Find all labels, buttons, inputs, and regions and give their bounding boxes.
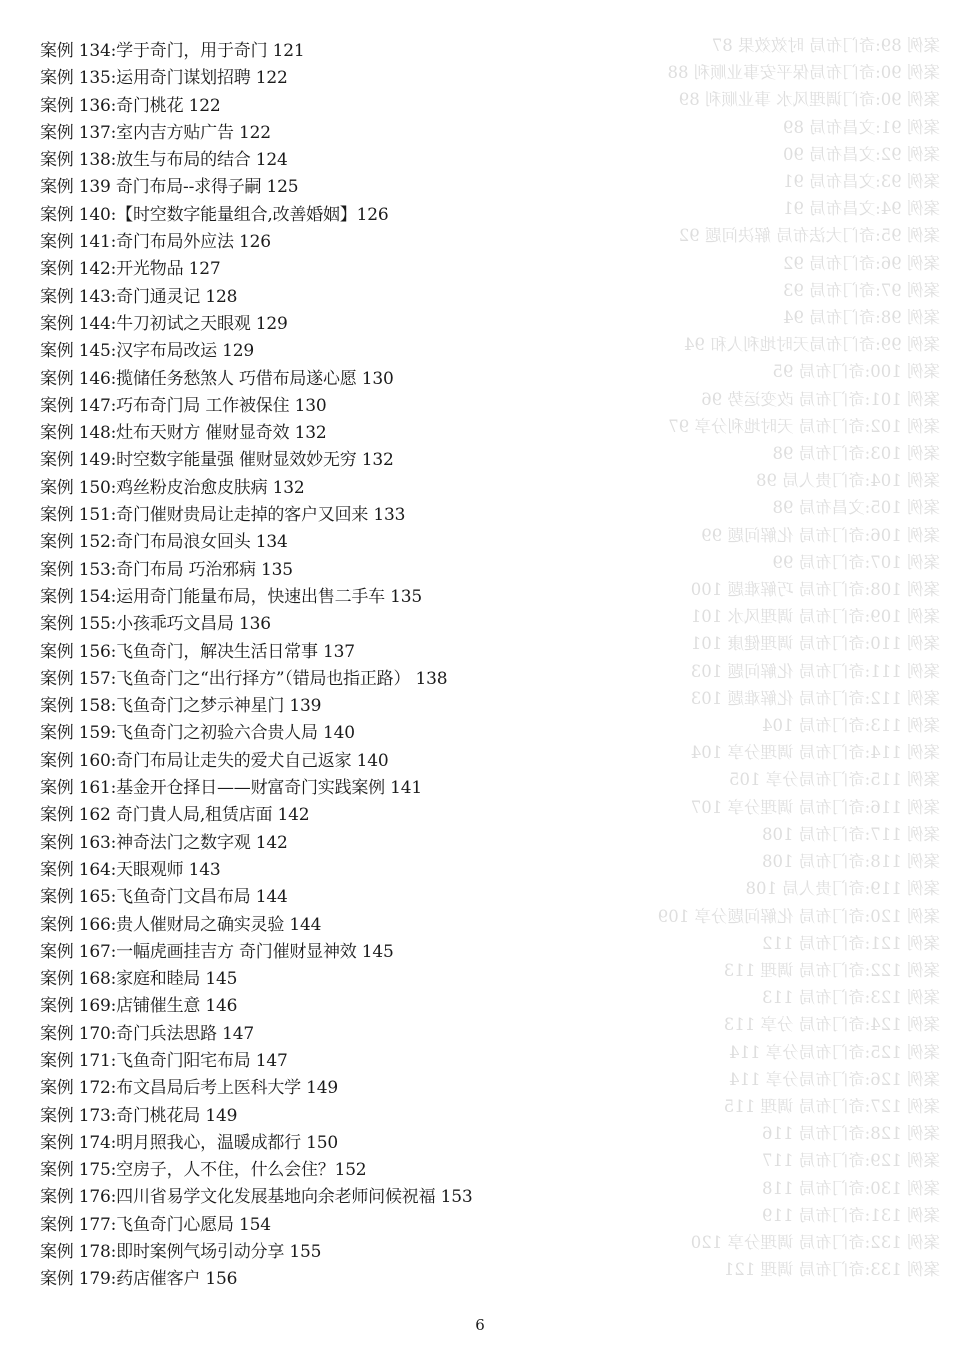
bleed-through-line: 案例 130:奇门布局 118 <box>761 1178 940 1198</box>
bleed-through-line: 案例 122:奇门布局 调理 113 <box>723 960 940 980</box>
toc-entry: 案例 164:天眼观师 143 <box>40 859 221 880</box>
toc-entry: 案例 168:家庭和睦局 145 <box>40 969 238 990</box>
toc-entry: 案例 151:奇门催财贵局让走掉的客户又回来 133 <box>40 505 406 526</box>
toc-entry: 案例 143:奇门通灵记 128 <box>40 286 238 307</box>
toc-entry: 案例 150:鸡丝粉皮治愈皮肤病 132 <box>40 477 305 498</box>
toc-entry: 案例 167:一幅虎画挂吉方 奇门催财显神效 145 <box>40 941 394 962</box>
toc-entry: 案例 155:小孩乖巧文昌局 136 <box>40 614 271 635</box>
bleed-through-line: 案例 99:奇门布局天时地利人和 94 <box>683 335 940 355</box>
toc-entry: 案例 169:店铺催生意 146 <box>40 996 238 1017</box>
bleed-through-line: 案例 118:奇门布局 108 <box>761 852 940 872</box>
bleed-through-line: 案例 127:奇门布局 调理 115 <box>723 1096 940 1116</box>
toc-entry: 案例 163:神奇法门之数字观 142 <box>40 832 288 853</box>
toc-entry: 案例 173:奇门桃花局 149 <box>40 1105 238 1126</box>
bleed-through-line: 案例 119:奇门贵人局 108 <box>745 879 940 899</box>
toc-entry: 案例 179:药店催客户 156 <box>40 1269 238 1290</box>
bleed-through-line: 案例 89:奇门布局 时效效果 87 <box>711 36 940 55</box>
bleed-through-text <box>470 32 940 1283</box>
bleed-through-line: 案例 94:文昌布局 91 <box>782 199 940 219</box>
toc-entry: 案例 170:奇门兵法思路 147 <box>40 1023 255 1044</box>
toc-entry: 案例 174:明月照我心，温暖成都行 150 <box>40 1132 339 1153</box>
page-number: 6 <box>475 1316 485 1334</box>
bleed-through-line: 案例 96:奇门布局 92 <box>782 253 940 273</box>
bleed-through-line: 案例 128:奇门布局 116 <box>761 1124 940 1144</box>
toc-entry: 案例 154:运用奇门能量布局，快速出售二手车 135 <box>40 586 423 607</box>
bleed-through-line: 案例 97:奇门布局 93 <box>782 280 940 300</box>
toc-entry: 案例 156:飞鱼奇门，解决生活日常事 137 <box>40 641 355 662</box>
bleed-through-line: 案例 115:奇门布局分享 105 <box>728 770 940 790</box>
toc-entry: 案例 144:牛刀初试之天眼观 129 <box>40 313 288 334</box>
bleed-through-line: 案例 93:文昌布局 91 <box>782 172 940 192</box>
toc-entry: 案例 153:奇门布局 巧治邪病 135 <box>40 559 293 580</box>
toc-entry: 案例 136:奇门桃花 122 <box>40 95 221 116</box>
bleed-through-line: 案例 121:奇门布局 112 <box>761 933 940 953</box>
bleed-through-line: 案例 102:奇门布局 天时地利分享 97 <box>668 416 940 436</box>
bleed-through-line: 案例 124:奇门布局 分享 113 <box>723 1015 940 1035</box>
toc-entry: 案例 140:【时空数字能量组合,改善婚姻】126 <box>40 204 389 225</box>
toc-entry: 案例 177:飞鱼奇门心愿局 154 <box>40 1214 271 1235</box>
toc-entry: 案例 165:飞鱼奇门文昌布局 144 <box>40 887 288 908</box>
bleed-through-line: 案例 116:奇门布局 调理分享 107 <box>690 797 940 817</box>
toc-entry: 案例 157:飞鱼奇门之“出行择方”（错局也指正路） 138 <box>40 668 448 689</box>
bleed-through-line: 案例 117:奇门布局 108 <box>761 824 940 844</box>
bleed-through-line: 案例 107:奇门布局 99 <box>772 552 940 572</box>
toc-entry: 案例 162 奇门貴人局,租赁店面 142 <box>40 805 310 826</box>
bleed-through-line: 案例 100:奇门布局 95 <box>772 362 940 382</box>
toc-entry: 案例 135:运用奇门谋划招聘 122 <box>40 68 288 89</box>
bleed-through-line: 案例 113:奇门布局 104 <box>761 716 940 736</box>
bleed-through-line: 案例 125:奇门布局分享 114 <box>728 1042 940 1062</box>
toc-entry: 案例 172:布文昌局后考上医科大学 149 <box>40 1078 339 1099</box>
bleed-through-line: 案例 106:奇门布局 化解问题 99 <box>701 525 940 545</box>
toc-entry: 案例 160:奇门布局让走失的爱犬自己返家 140 <box>40 750 389 771</box>
bleed-through-line: 案例 105:文昌布局 98 <box>772 498 940 518</box>
bleed-through-line: 案例 109:奇门布局 调理风水 101 <box>690 607 940 627</box>
toc-entry: 案例 137:室内吉方贴广告 122 <box>40 122 271 143</box>
bleed-through-line: 案例 95:奇门大法布局 解决问题 92 <box>678 226 940 246</box>
toc-entry: 案例 146:揽储任务愁煞人 巧借布局遂心愿 130 <box>40 368 394 389</box>
toc-entry: 案例 152:奇门布局浪女回头 134 <box>40 532 288 553</box>
toc-entry: 案例 175:空房子，人不住，什么会住？152 <box>40 1160 367 1181</box>
bleed-through-line: 案例 123:奇门布局 113 <box>761 988 940 1008</box>
toc-entry: 案例 141:奇门布局外应法 126 <box>40 232 271 253</box>
bleed-through-line: 案例 129:奇门布局 117 <box>761 1151 940 1171</box>
bleed-through-line: 案例 111:奇门布局 化解问题 103 <box>690 661 940 681</box>
toc-entry: 案例 171:飞鱼奇门阳宅布局 147 <box>40 1050 288 1071</box>
toc-entry: 案例 158:飞鱼奇门之梦示神星门 139 <box>40 696 322 717</box>
bleed-through-line: 案例 131:奇门布局 119 <box>761 1205 940 1225</box>
toc-entry: 案例 148:灶布天财方 催财显奇效 132 <box>40 423 327 444</box>
bleed-through-line: 案例 112:奇门布局 化解难题 103 <box>690 688 940 708</box>
toc-entry: 案例 149:时空数字能量强 催财显效妙无穷 132 <box>40 450 394 471</box>
bleed-through-line: 案例 126:奇门布局分享 114 <box>728 1069 940 1089</box>
bleed-through-line: 案例 103:奇门布局 98 <box>772 444 940 464</box>
toc-entry: 案例 139 奇门布局--求得子嗣 125 <box>40 177 299 198</box>
toc-entry: 案例 138:放生与布局的结合 124 <box>40 150 288 171</box>
bleed-through-line: 案例 110:奇门布局 调理健康 101 <box>690 634 940 654</box>
bleed-through-line: 案例 101:奇门布局 改变运势 96 <box>701 389 940 409</box>
bleed-through-line: 案例 90:奇门调理风水 事业顺利 89 <box>678 90 940 110</box>
toc-entry: 案例 178:即时案例气场引动分享 155 <box>40 1242 322 1263</box>
bleed-through-line: 案例 133:奇门布局 调理 121 <box>723 1260 940 1280</box>
bleed-through-line: 案例 90:奇门布局保平安事业顺利 88 <box>667 63 940 83</box>
bleed-through-line: 案例 132:奇门布局 调理分享 120 <box>690 1232 940 1252</box>
toc-entry: 案例 145:汉字布局改运 129 <box>40 341 255 362</box>
bleed-through-line: 案例 108:奇门布局 巧解难题 100 <box>690 580 940 600</box>
toc-entry: 案例 159:飞鱼奇门之初验六合贵人局 140 <box>40 723 355 744</box>
toc-entry: 案例 161:基金开仓择日——财富奇门实践案例 141 <box>40 778 423 799</box>
toc-entry: 案例 147:巧布奇门局 工作被保住 130 <box>40 395 327 416</box>
toc-entry: 案例 166:贵人催财局之确实灵验 144 <box>40 914 322 935</box>
bleed-through-line: 案例 92:文昌布局 90 <box>782 144 940 164</box>
bleed-through-line: 案例 114:奇门布局 调理分享 104 <box>690 743 940 763</box>
toc-entry: 案例 176:四川省易学文化发展基地向余老师问候祝福 153 <box>40 1187 473 1208</box>
bleed-through-line: 案例 98:奇门布局 94 <box>782 308 940 328</box>
bleed-through-line: 案例 120:奇门布局 化解问题分享 109 <box>657 906 940 926</box>
bleed-through-line: 案例 91:文昌布局 89 <box>782 117 940 137</box>
toc-entry: 案例 142:开光物品 127 <box>40 259 221 280</box>
toc-entry: 案例 134:学于奇门，用于奇门 121 <box>40 41 305 61</box>
table-of-contents <box>40 38 510 1294</box>
bleed-through-line: 案例 104:奇门贵人局 98 <box>755 471 940 491</box>
